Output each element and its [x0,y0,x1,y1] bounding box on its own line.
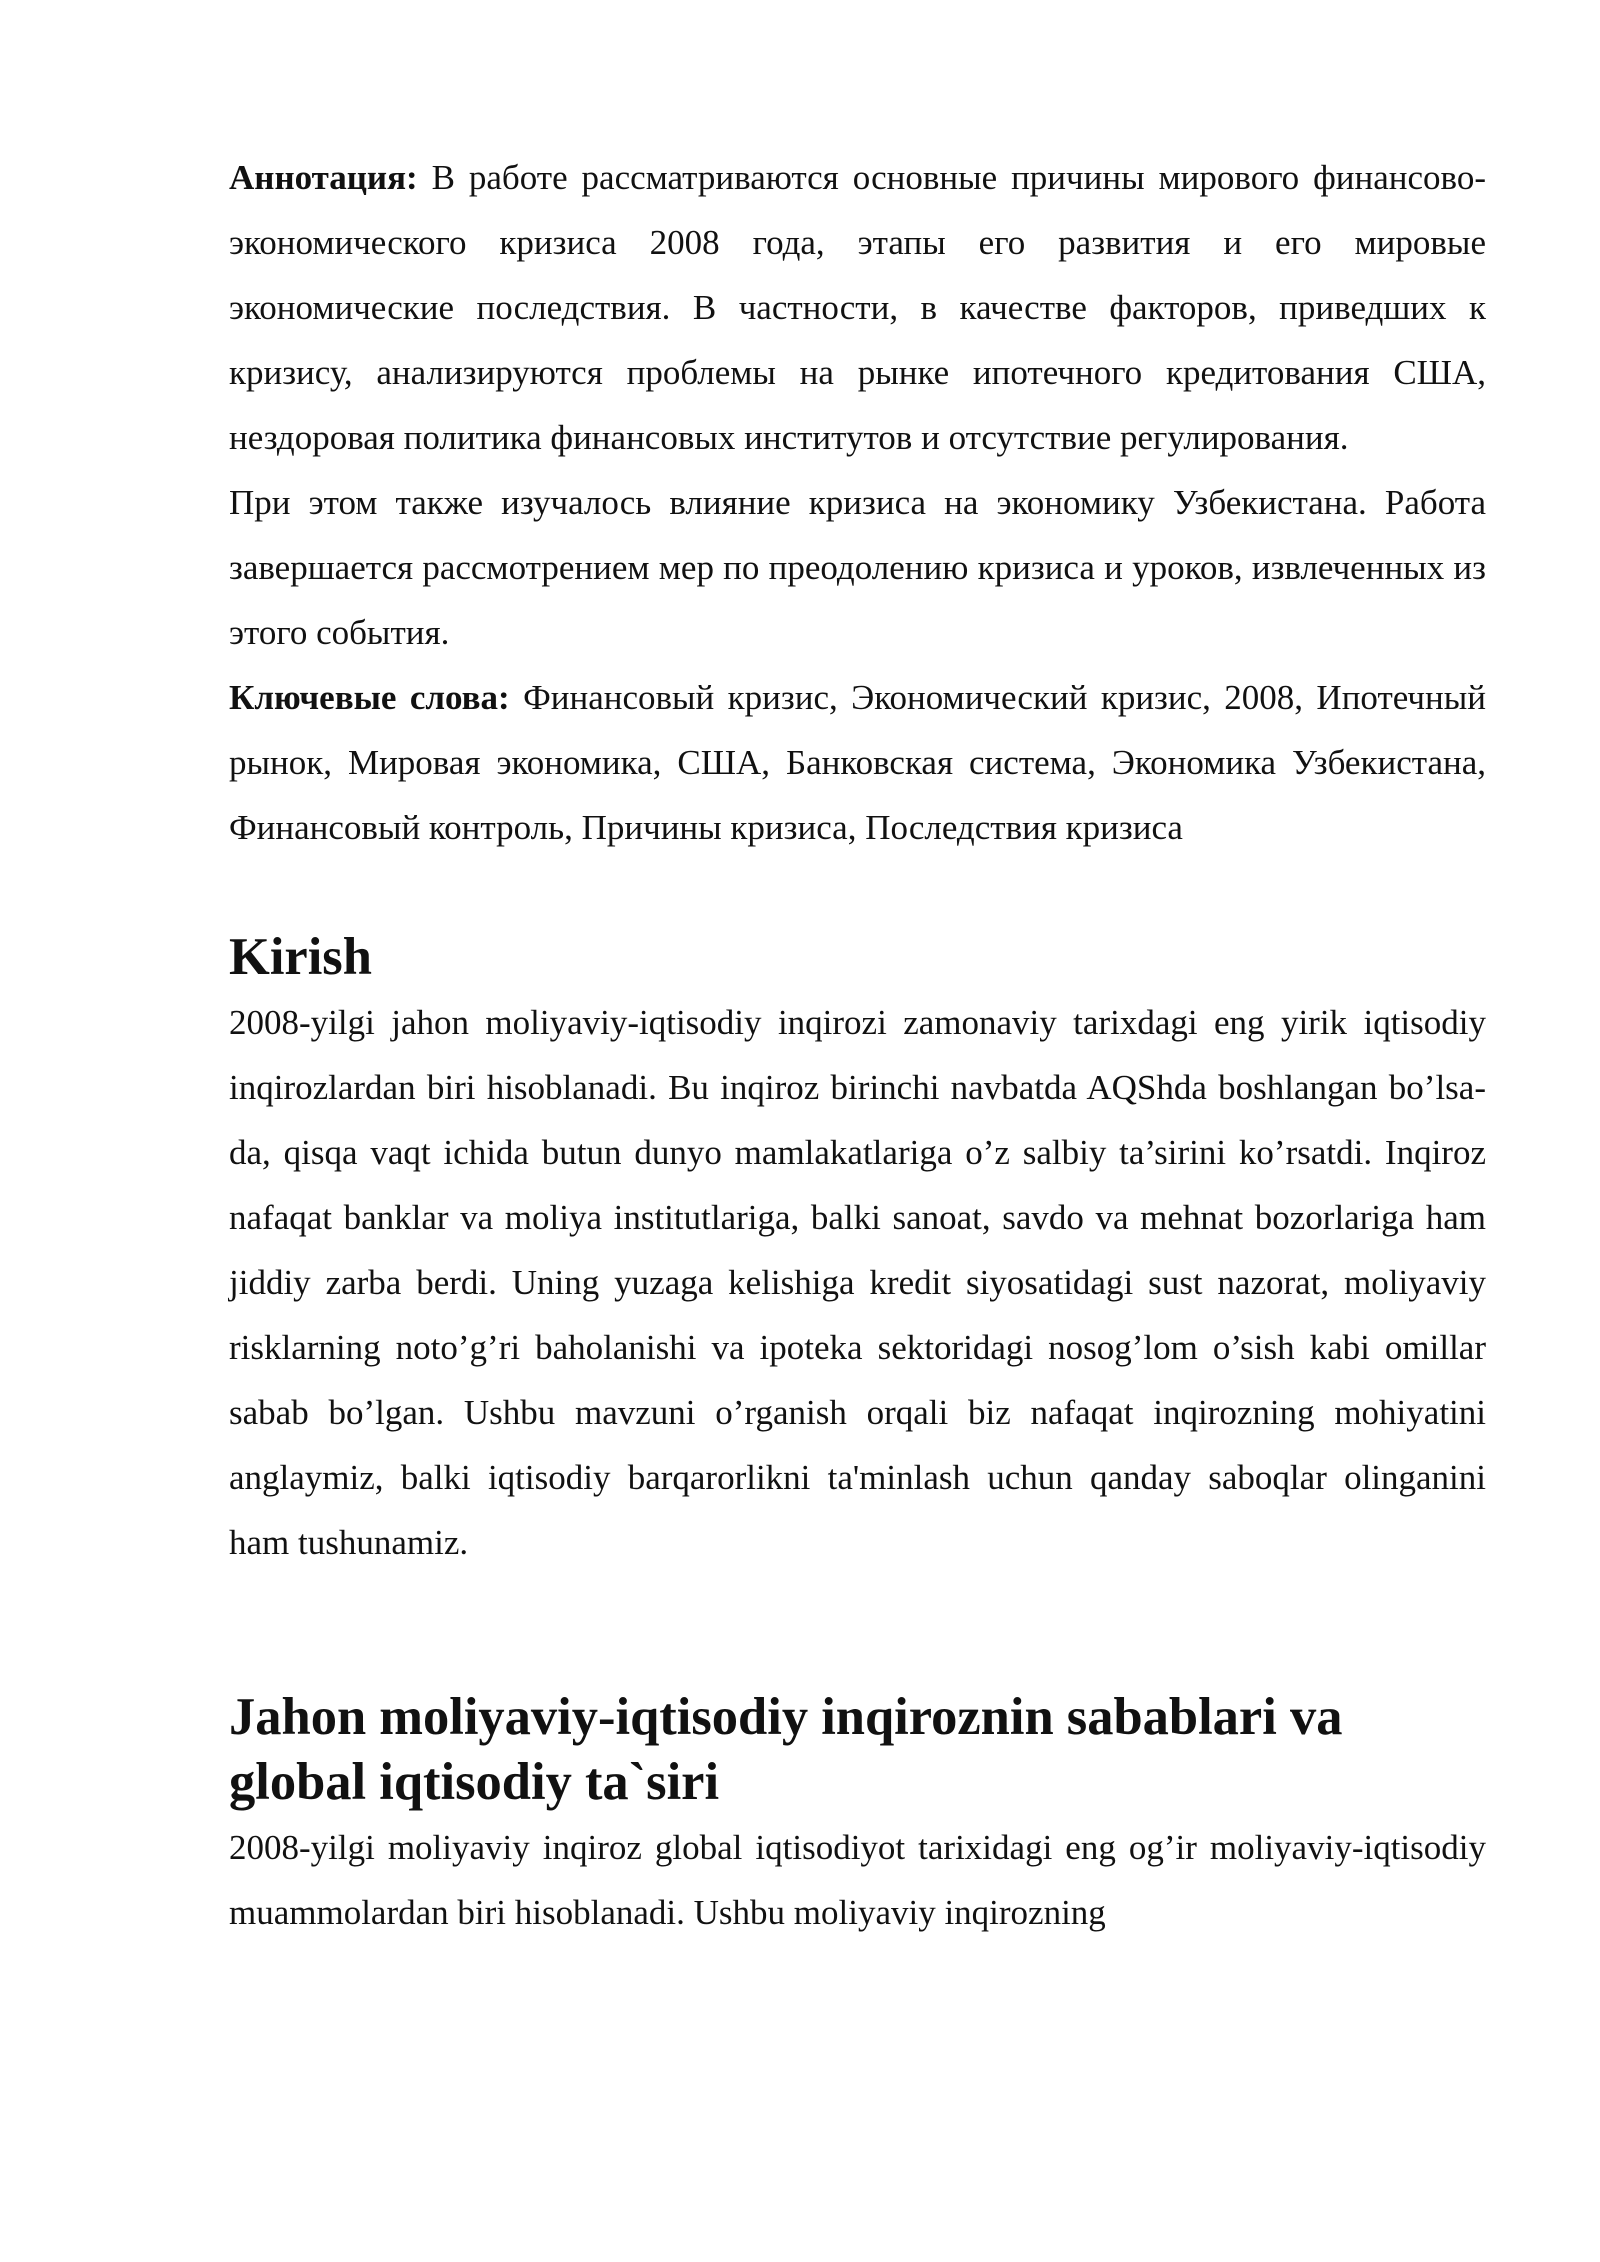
spacer [229,860,1486,925]
annotation-paragraph [229,145,1486,470]
annotation-label: Аннотация: [229,158,418,197]
section-heading-causes: Jahon moliyaviy-iqtisodiy inqiroznin sabablari va global iqtisodiy ta`siri [229,1688,1343,1811]
keywords-text: Финансовый кризис, Экономический кризис, 2008, Ипотечный рынок, Мировая экономика, США, Банковская система, Экономика Узбекистана, Финансовый контроль, Причины кризиса, Последствия кризиса [229,678,1487,847]
section-paragraph-causes: 2008-yilgi moliyaviy inqiroz global iqtisodiyot tarixidagi eng og’ir moliyaviy-iqtisodiy muammolardan biri hisoblanadi. Ushbu moliyaviy inqirozning [229,1828,1486,1932]
section-paragraph-kirish: 2008-yilgi jahon moliyaviy-iqtisodiy inqirozi zamonaviy tarixdagi eng yirik iqtisodiy inqirozlardan biri hisoblanadi. Bu inqiroz birinchi navbatda AQShda boshlangan bo’lsa-da, qisqa vaqt ichida butun dunyo mamlakatlariga o’z salbiy ta’sirini ko’rsatdi. Inqiroz nafaqat banklar va moliya institutlariga, balki sanoat, savdo va mehnat bozorlariga ham jiddiy zarba berdi. Uning yuzaga kelishiga kredit siyosatidagi sust nazorat, moliyaviy risklarning noto’g’ri baholanishi va ipoteka sektoridagi nosog’lom o’sish kabi omillar sabab bo’lgan. Ushbu mavzuni o’rganish orqali biz nafaqat inqirozning mohiyatini anglaymiz, balki iqtisodiy barqarorlikni ta'minlash uchun qanday saboqlar olinganini ham tushunamiz. [229,1003,1486,1562]
section-heading-kirish: Kirish [229,928,372,986]
keywords-label: Ключевые слова: [229,678,510,717]
annotation-text: В работе рассматриваются основные причины мирового финансово-экономического кризиса 2008 года, этапы его развития и его мировые экономические последствия. В частности, в качестве факторов, приведших к кризису, анализируются проблемы на рынке ипотечного кредитования США, нездоровая политика финансовых институтов и отсутствие регулирования. [229,158,1486,457]
annotation-paragraph-2: При этом также изучалось влияние кризиса на экономику Узбекистана. Работа завершается рассмотрением мер по преодолению кризиса и уроков, извлеченных из этого события. [229,483,1486,652]
document-page [229,145,1486,1945]
keywords-paragraph [229,665,1486,860]
spacer [229,1575,1486,1685]
